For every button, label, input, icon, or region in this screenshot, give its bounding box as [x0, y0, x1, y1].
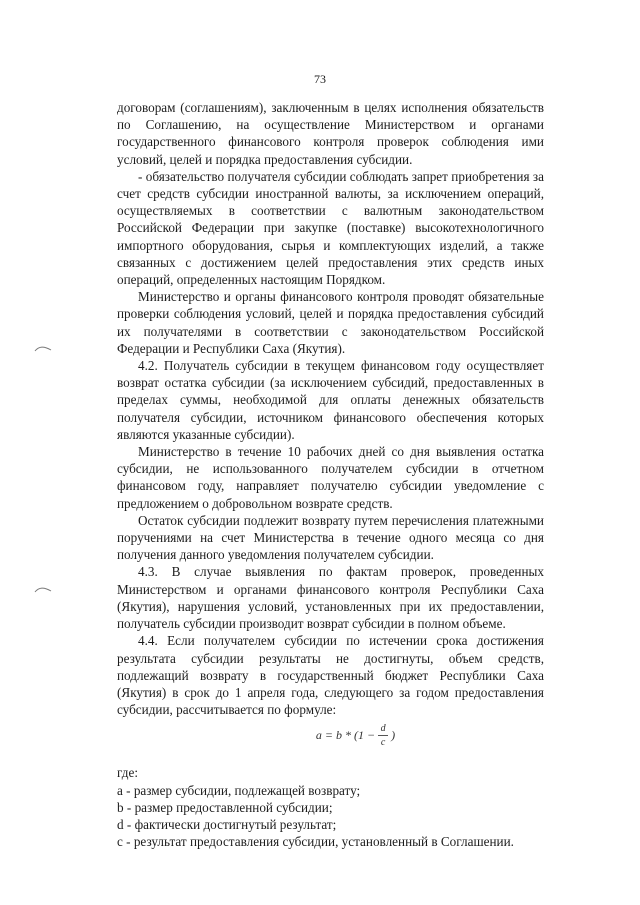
margin-scan-mark: [34, 345, 52, 353]
definition-item: c - результат предоставления субсидии, установленный в Соглашении.: [117, 834, 514, 850]
paragraph: 4.2. Получатель субсидии в текущем финансовом году осуществляет возврат остатка субсидии (за исключением субсидий, предоставленных в пределах суммы, необходимой для оплаты денежных обязательств получателя субсидии, источником финансового обеспечения которых являются указанные субсидии).: [117, 358, 544, 442]
paragraph: Министерство в течение 10 рабочих дней со дня выявления остатка субсидии, не использованного получателем субсидии в отчетном финансовом году, направляет получателю субсидии уведомление с предложением о добровольном возврате средств.: [117, 444, 544, 511]
formula-denominator: c: [380, 737, 386, 749]
definition-item: d - фактически достигнутый результат;: [117, 816, 337, 832]
document-body: [117, 99, 544, 850]
formula-lhs: a = b * (1 −: [315, 728, 376, 743]
paragraph: договорам (соглашениям), заключенным в целях исполнения обязательств по Соглашению, на осуществление Министерством и органами государственного финансового контроля проверок соблюдения ими условий, целей и порядка предоставления субсидии.: [117, 100, 544, 167]
definition-list: [117, 764, 544, 850]
formula: [117, 723, 544, 763]
page-number: 73: [314, 72, 326, 86]
formula-close: ): [391, 728, 396, 743]
margin-scan-mark: [34, 586, 52, 594]
formula-fraction: [378, 723, 388, 748]
formula-numerator: d: [380, 723, 386, 735]
where-label: где:: [117, 765, 138, 781]
paragraph: 4.4. Если получателем субсидии по истечении срока достижения результата субсидии результаты не достигнуты, объем средств, подлежащий возврату в государственный бюджет Республики Саха (Якутия) в срок до 1 апреля года, следующего за годом предоставления субсидии, рассчитывается по формуле:: [117, 633, 544, 718]
definition-item: a - размер субсидии, подлежащей возврату;: [117, 782, 361, 798]
paragraph: 4.3. В случае выявления по фактам проверок, проведенных Министерством и органами финансового контроля Республики Саха (Якутия), нарушения условий, установленных при их предоставлении, получатель субсидии производит возврат субсидии в полном объеме.: [117, 564, 544, 632]
fraction-bar: [378, 735, 388, 736]
paragraph: Остаток субсидии подлежит возврату путем перечисления платежными поручениями на счет Министерства в течение одного месяца со дня получения данного уведомления получателем субсидии.: [117, 512, 544, 563]
paragraph: - обязательство получателя субсидии соблюдать запрет приобретения за счет средств субсидии иностранной валюты, за исключением операций, осуществляемых в соответствии с валютным законодательством Российской Федерации при закупке (поставке) высокотехнологичного импортного оборудования, сырья и комплектующих изделий, а также связанных с достижением целей предоставления этих средств иных операций, определенных настоящим Порядком.: [117, 168, 544, 288]
definition-item: b - размер предоставленной субсидии;: [117, 799, 333, 815]
paragraph: Министерство и органы финансового контроля проводят обязательные проверки соблюдения условий, целей и порядка предоставления субсидий их получателями в соответствии с законодательством Российской Федерации и Республики Саха (Якутия).: [117, 289, 544, 356]
